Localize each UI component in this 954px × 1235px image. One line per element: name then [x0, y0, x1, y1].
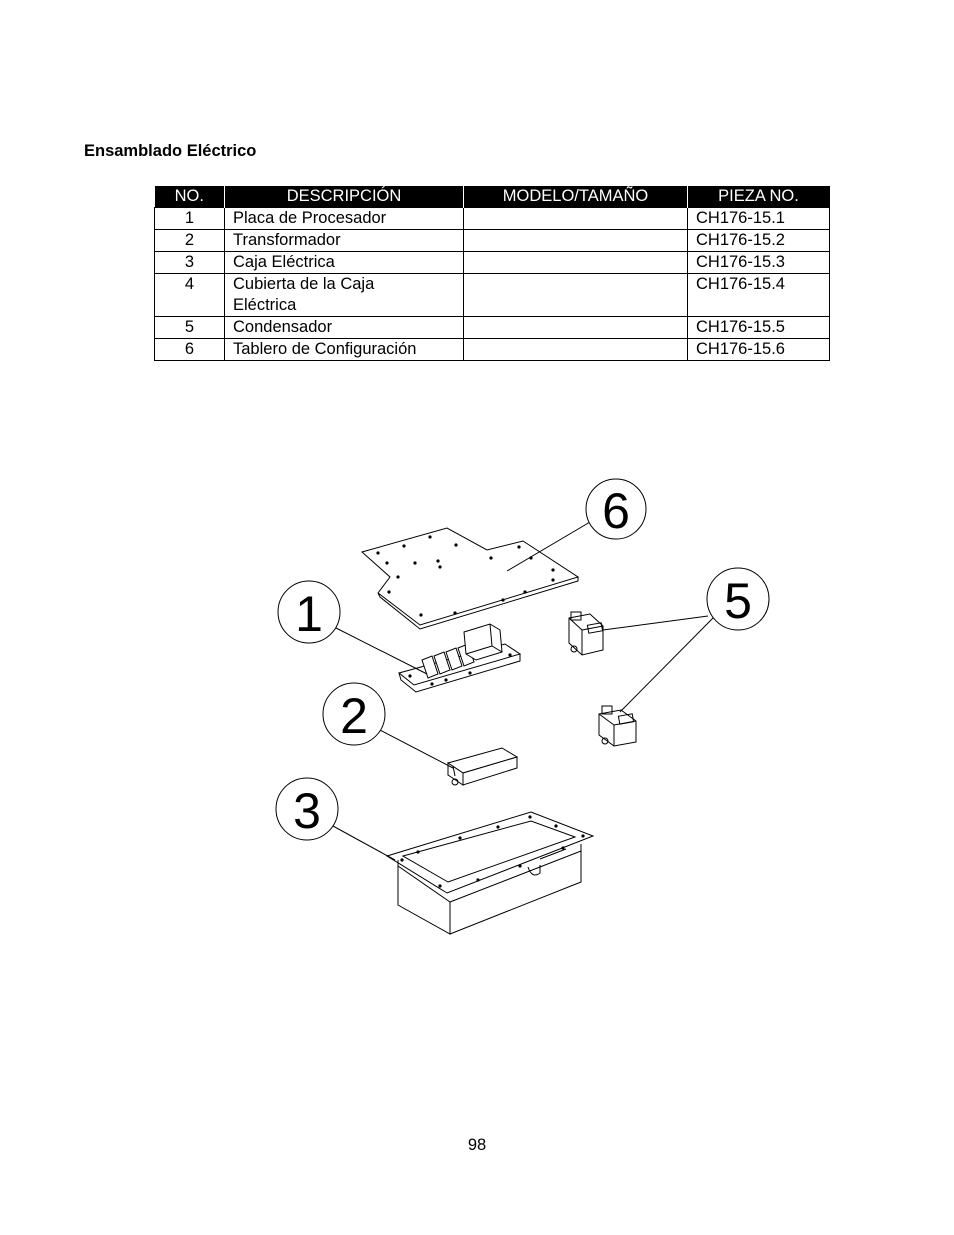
cell-no: 2: [155, 230, 225, 252]
callout-3-label: 3: [293, 783, 321, 839]
cell-description: Placa de Procesador: [225, 208, 464, 230]
cell-part: CH176-15.3: [688, 252, 830, 274]
callout-1-label: 1: [295, 586, 323, 642]
cell-description: Caja Eléctrica: [225, 252, 464, 274]
cell-no: 1: [155, 208, 225, 230]
cell-no: 6: [155, 339, 225, 361]
callout-3: [276, 778, 338, 840]
cell-part: CH176-15.1: [688, 208, 830, 230]
callout-1: [278, 581, 340, 643]
processor-board-drawing: [399, 624, 520, 692]
cell-description: Condensador: [225, 317, 464, 339]
callout-5-label: 5: [724, 573, 752, 629]
cell-part: CH176-15.6: [688, 339, 830, 361]
cell-no: 4: [155, 274, 225, 317]
callout-6-label: 6: [602, 483, 630, 539]
cell-description: Tablero de Configuración: [225, 339, 464, 361]
header-part: PIEZA NO.: [688, 186, 830, 208]
callout-2-label: 2: [340, 688, 368, 744]
configuration-board-drawing: [362, 528, 578, 629]
callout-5: [707, 568, 769, 630]
cell-part: CH176-15.4: [688, 274, 830, 317]
capacitor-bottom-drawing: [599, 706, 636, 746]
cell-part: CH176-15.5: [688, 317, 830, 339]
cell-description-text: Cubierta de la Caja Eléctrica: [233, 275, 375, 314]
section-title: Ensamblado Eléctrico: [84, 142, 257, 160]
transformer-drawing: [448, 748, 517, 785]
callout-2: [323, 683, 385, 745]
header-no: NO.: [155, 186, 225, 208]
cell-description: Transformador: [225, 230, 464, 252]
cell-no: 5: [155, 317, 225, 339]
page-number: 98: [467, 1136, 487, 1154]
cell-no: 3: [155, 252, 225, 274]
header-description: DESCRIPCIÓN: [225, 186, 464, 208]
callout-6: [586, 479, 646, 539]
header-model: MODELO/TAMAÑO: [464, 186, 688, 208]
electrical-box-drawing: [387, 812, 593, 934]
capacitor-top-drawing: [569, 612, 603, 655]
cell-part: CH176-15.2: [688, 230, 830, 252]
